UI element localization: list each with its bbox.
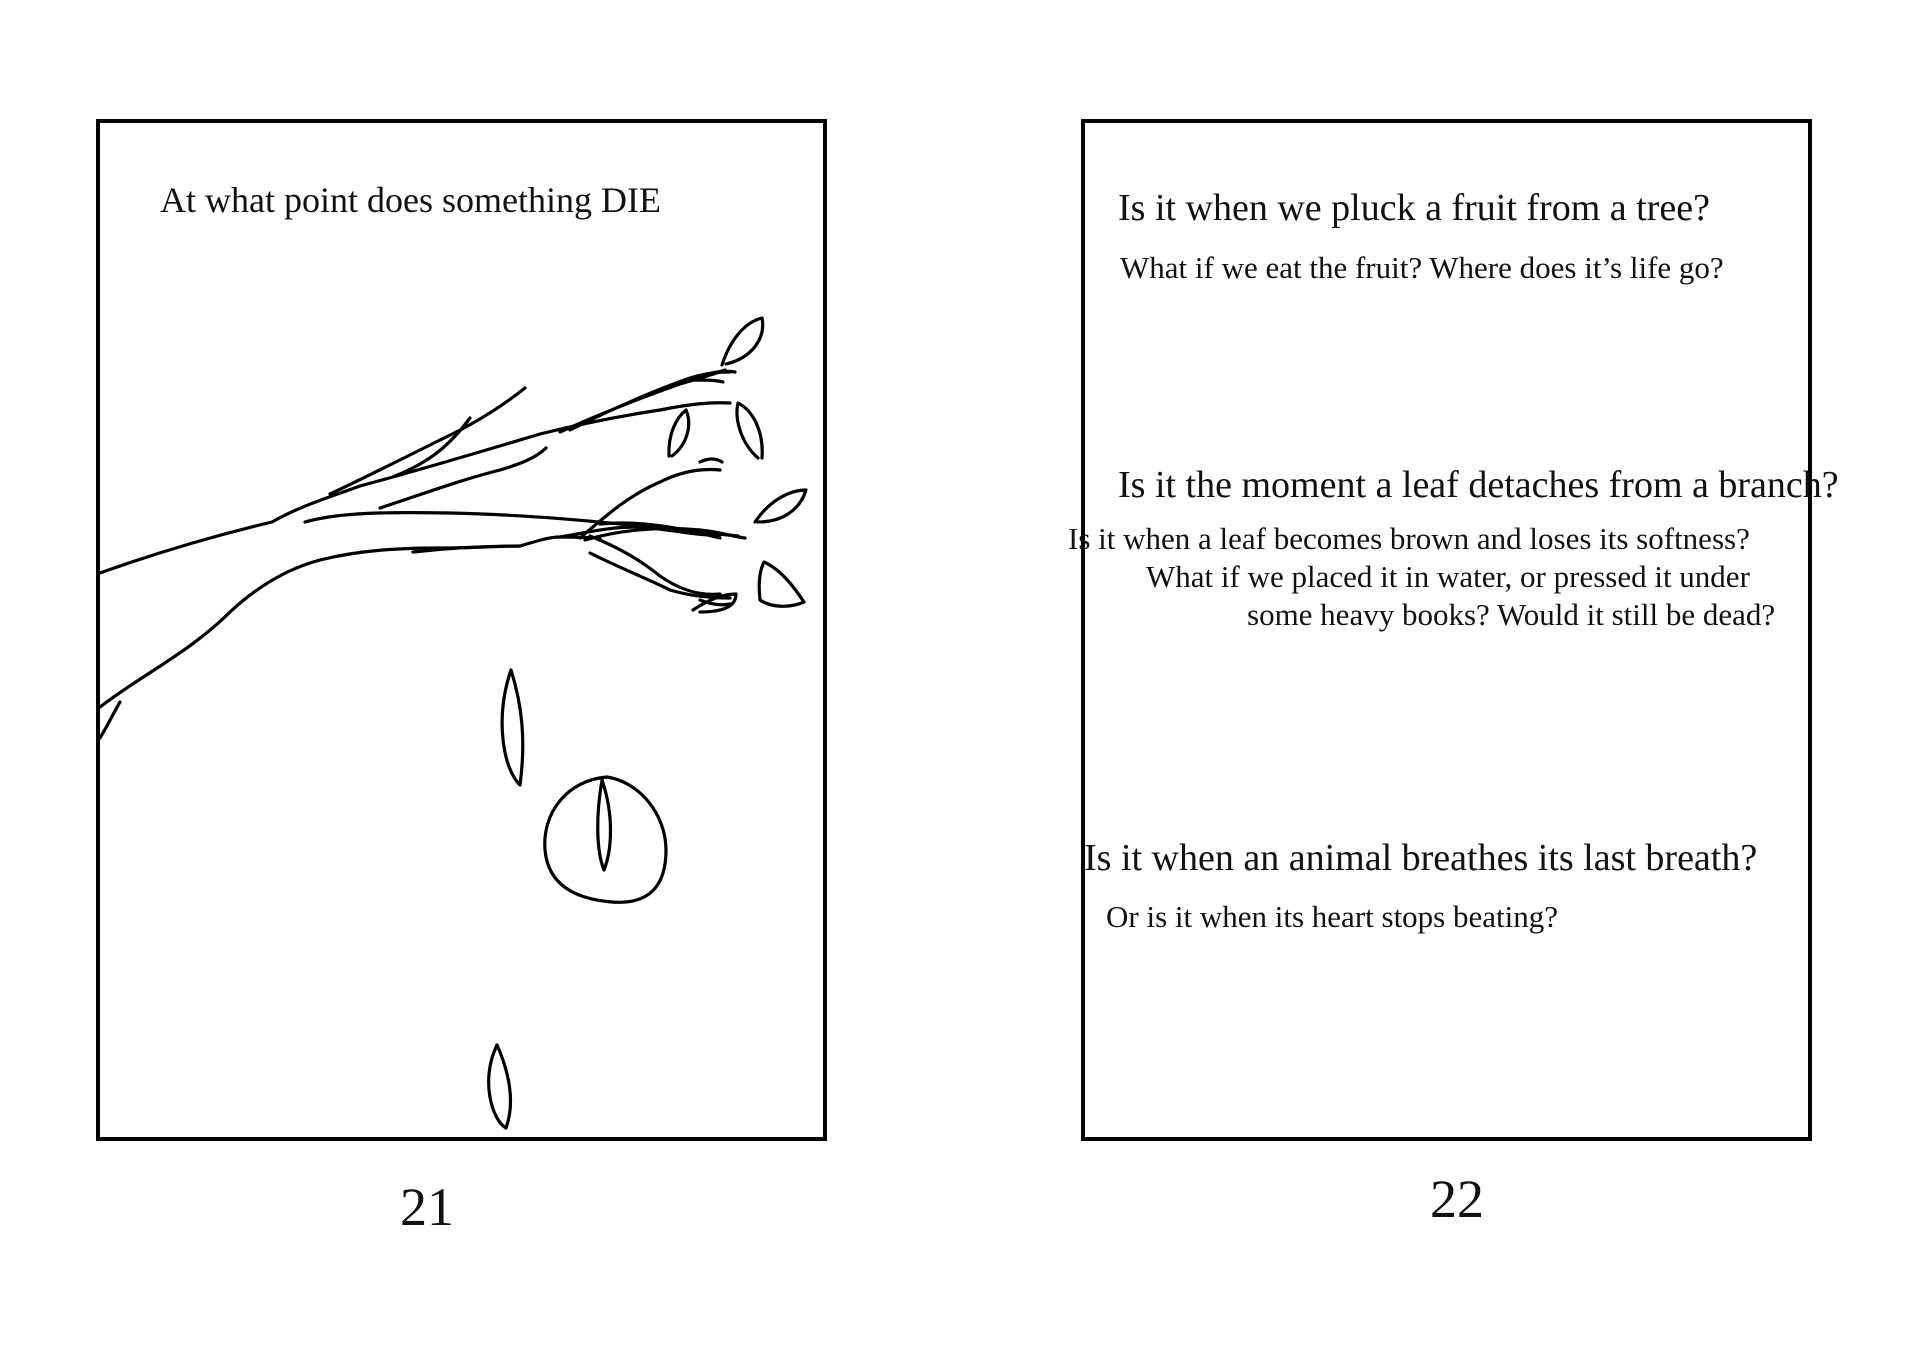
page-number-right: 22 bbox=[1430, 1169, 1484, 1229]
question-1-sub: What if we eat the fruit? Where does it’s life go? bbox=[1120, 250, 1724, 285]
question-1-main: Is it when we pluck a fruit from a tree? bbox=[1118, 187, 1710, 229]
question-2-main: Is it the moment a leaf detaches from a branch? bbox=[1118, 464, 1839, 506]
question-2-sub-1: Is it when a leaf becomes brown and loses its softness? bbox=[1068, 521, 1750, 556]
question-3-sub: Or is it when its heart stops beating? bbox=[1106, 899, 1558, 934]
page-number-left: 21 bbox=[400, 1177, 454, 1237]
left-page bbox=[96, 119, 827, 1141]
question-3-main: Is it when an animal breathes its last breath? bbox=[1084, 837, 1758, 879]
question-2-sub-3: some heavy books? Would it still be dead? bbox=[1247, 597, 1776, 632]
question-2-sub-2: What if we placed it in water, or pressed it under bbox=[1146, 559, 1750, 594]
left-page-heading: At what point does something DIE bbox=[160, 180, 661, 220]
